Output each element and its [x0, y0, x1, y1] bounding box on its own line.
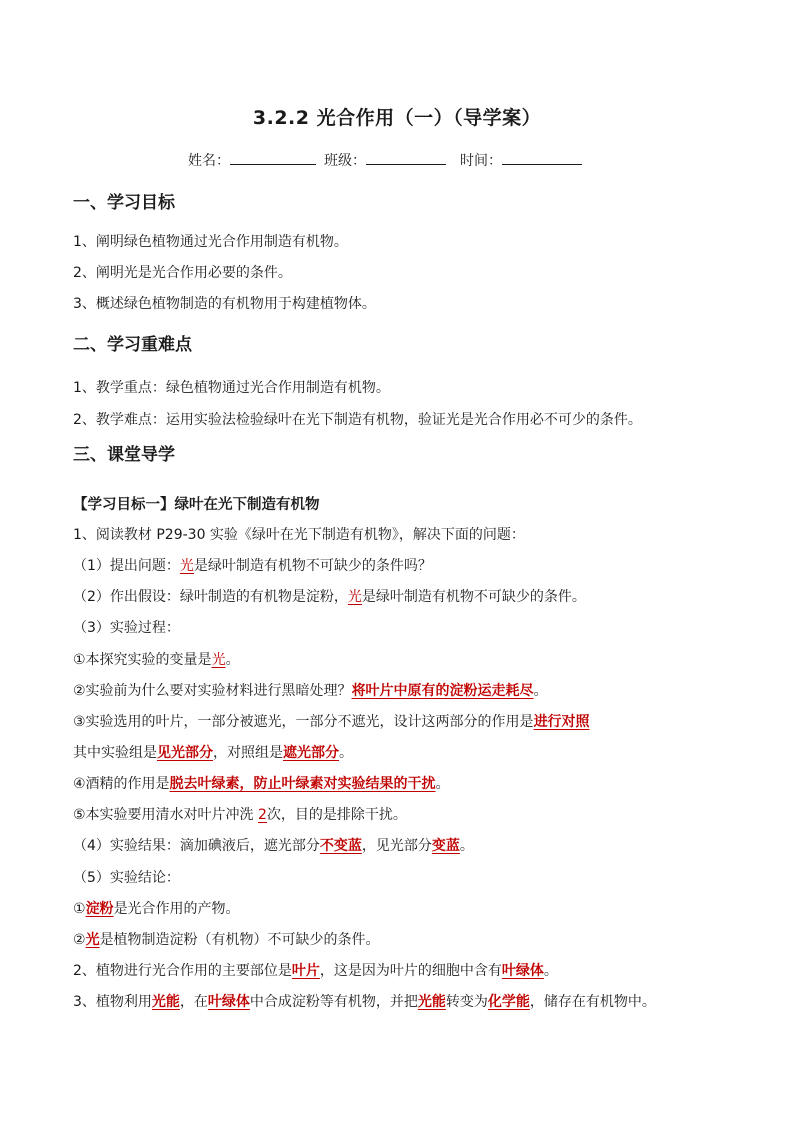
answer: 叶绿体 — [207, 994, 250, 1010]
answer: 化学能 — [487, 994, 530, 1010]
conclusion-item-2: ②光是植物制造淀粉（有机物）不可缺少的条件。 — [73, 932, 380, 948]
name-label: 姓名： — [188, 153, 230, 169]
goal-item: 1、阐明绿色植物通过光合作用制造有机物。 — [73, 234, 348, 250]
goal-item: 2、阐明光是光合作用必要的条件。 — [73, 265, 292, 281]
process-item-5: ⑤本实验要用清水对叶片冲洗 2次，目的是排除干扰。 — [73, 807, 407, 823]
step-3-process: （3）实验过程： — [73, 620, 180, 636]
section-heading-guide: 三、课堂导学 — [73, 445, 175, 465]
answer: 光 — [85, 932, 100, 948]
class-label: 班级： — [324, 153, 366, 169]
answer: 脱去叶绿素，防止叶绿素对实验结果的干扰 — [169, 776, 436, 792]
goal-item: 3、概述绿色植物制造的有机物用于构建植物体。 — [73, 296, 376, 312]
time-field[interactable] — [502, 150, 582, 165]
answer: 淀粉 — [85, 901, 114, 917]
answer: 光 — [347, 589, 362, 605]
process-item-3: ③实验选用的叶片，一部分被遮光，一部分不遮光，设计这两部分的作用是进行对照 — [73, 714, 590, 730]
answer: 不变蓝 — [319, 838, 362, 854]
student-info-line — [188, 150, 590, 170]
answer: 2 — [258, 807, 267, 823]
answer: 叶绿体 — [501, 963, 544, 979]
answer: 光能 — [417, 994, 446, 1010]
process-item-4: ④酒精的作用是脱去叶绿素，防止叶绿素对实验结果的干扰。 — [73, 776, 450, 792]
answer: 光能 — [151, 994, 180, 1010]
answer: 进行对照 — [533, 714, 590, 730]
keypoint-item: 2、教学难点：运用实验法检验绿叶在光下制造有机物，验证光是光合作用必不可少的条件。 — [73, 412, 642, 428]
answer: 将叶片中原有的淀粉运走耗尽 — [351, 683, 534, 699]
answer: 见光部分 — [157, 745, 213, 761]
process-item-1: ①本探究实验的变量是光。 — [73, 652, 240, 668]
section-heading-keypoints: 二、学习重难点 — [73, 335, 192, 355]
question-2: 2、植物进行光合作用的主要部位是叶片，这是因为叶片的细胞中含有叶绿体。 — [73, 963, 558, 979]
time-label: 时间： — [460, 153, 502, 169]
step-4-result: （4）实验结果：滴加碘液后，遮光部分不变蓝，见光部分变蓝。 — [73, 838, 474, 854]
answer: 光 — [211, 652, 226, 668]
step-2-hypothesis: （2）作出假设：绿叶制造的有机物是淀粉，光是绿叶制造有机物不可缺少的条件。 — [73, 589, 586, 605]
answer: 叶片 — [291, 963, 320, 979]
name-field[interactable] — [230, 150, 316, 165]
answer: 变蓝 — [431, 838, 460, 854]
answer: 遮光部分 — [283, 745, 339, 761]
page-title: 3.2.2 光合作用（一）（导学案） — [252, 107, 542, 129]
conclusion-item-1: ①淀粉是光合作用的产物。 — [73, 901, 240, 917]
keypoint-item: 1、教学重点：绿色植物通过光合作用制造有机物。 — [73, 380, 390, 396]
class-field[interactable] — [366, 150, 446, 165]
process-item-3-cont: 其中实验组是见光部分，对照组是遮光部分。 — [73, 745, 353, 761]
step-5-conclusion: （5）实验结论： — [73, 870, 180, 886]
step-1-question: （1）提出问题：光是绿叶制造有机物不可缺少的条件吗？ — [73, 558, 432, 574]
question-1: 1、阅读教材 P29-30 实验《绿叶在光下制造有机物》，解决下面的问题： — [73, 527, 525, 543]
answer: 光 — [179, 558, 194, 574]
guide-subtitle: 【学习目标一】绿叶在光下制造有机物 — [73, 497, 320, 513]
question-3: 3、植物利用光能，在叶绿体中合成淀粉等有机物，并把光能转变为化学能，储存在有机物中。 — [73, 994, 656, 1010]
process-item-2: ②实验前为什么要对实验材料进行黑暗处理？将叶片中原有的淀粉运走耗尽。 — [73, 683, 548, 699]
section-heading-goals: 一、学习目标 — [73, 193, 175, 213]
